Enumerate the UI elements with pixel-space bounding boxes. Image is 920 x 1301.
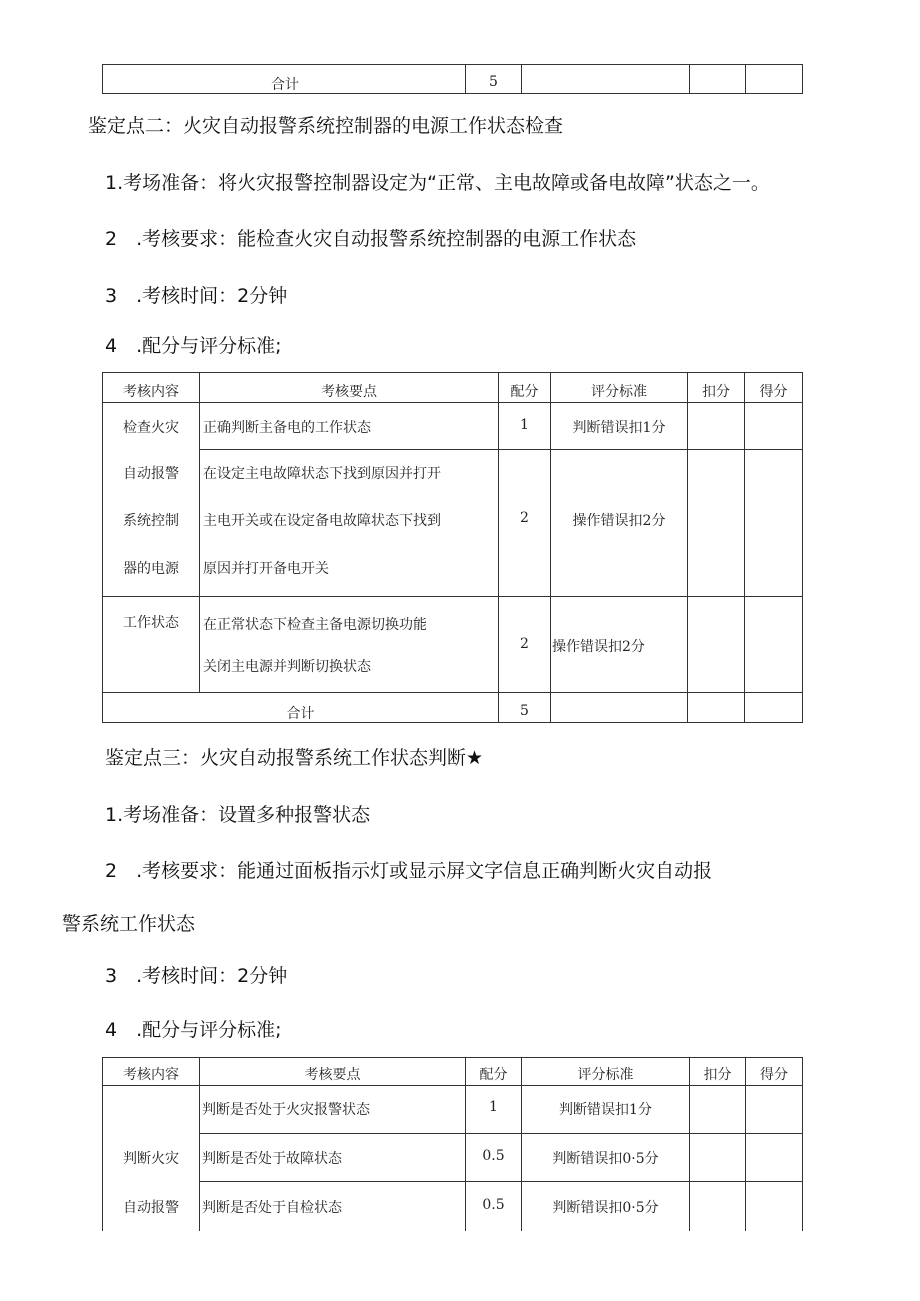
total-value: 5 bbox=[520, 703, 529, 719]
content-line: 自动报警 bbox=[123, 466, 179, 482]
point-text: 在设定主电故障状态下找到原因并打开 bbox=[203, 466, 441, 482]
point-text: 关闭主电源并判断切换状态 bbox=[203, 659, 371, 675]
header-earned: 得分 bbox=[759, 384, 788, 400]
criteria-text: 判断错误扣0·5分 bbox=[552, 1151, 659, 1167]
score-value: 1 bbox=[489, 1099, 498, 1115]
header-points: 考核要点 bbox=[321, 384, 377, 400]
section-3-item: 1.考场准备：设置多种报警状态 bbox=[105, 804, 371, 826]
total-label: 合计 bbox=[271, 77, 299, 93]
header-criteria: 评分标准 bbox=[591, 384, 647, 400]
content-line: 检查火灾 bbox=[123, 420, 179, 436]
score-value: 0.5 bbox=[482, 1197, 505, 1213]
section-2-item: 3 .考核时间：2分钟 bbox=[105, 285, 288, 307]
header-score: 配分 bbox=[510, 384, 539, 400]
section-2-item: 4 .配分与评分标准; bbox=[105, 335, 282, 357]
header-deduct: 扣分 bbox=[703, 1067, 732, 1083]
header-earned: 得分 bbox=[760, 1067, 788, 1083]
point-text: 判断是否处于故障状态 bbox=[202, 1151, 342, 1167]
criteria-text: 操作错误扣2分 bbox=[572, 513, 666, 529]
section-3-title: 鉴定点三：火灾自动报警系统工作状态判断★ bbox=[105, 747, 484, 769]
criteria-text: 判断错误扣0·5分 bbox=[552, 1200, 659, 1216]
point-text: 正确判断主备电的工作状态 bbox=[203, 420, 371, 436]
header-points: 考核要点 bbox=[304, 1067, 361, 1083]
content-line: 判断火灾 bbox=[123, 1151, 179, 1167]
point-text: 主电开关或在设定备电故障状态下找到 bbox=[203, 513, 441, 529]
header-deduct: 扣分 bbox=[702, 384, 730, 400]
section-2-title: 鉴定点二：火灾自动报警系统控制器的电源工作状态检查 bbox=[88, 115, 564, 137]
content-line: 系统控制 bbox=[123, 513, 179, 529]
score-value: 2 bbox=[520, 636, 529, 652]
criteria-text: 操作错误扣2分 bbox=[552, 639, 645, 655]
content-line: 自动报警 bbox=[123, 1200, 179, 1216]
section-3-item: 4 .配分与评分标准; bbox=[105, 1019, 282, 1041]
point-text: 判断是否处于自检状态 bbox=[202, 1200, 342, 1216]
content-line: 器的电源 bbox=[123, 561, 179, 577]
header-score: 配分 bbox=[479, 1067, 508, 1083]
total-label: 合计 bbox=[286, 706, 315, 722]
header-content: 考核内容 bbox=[123, 1067, 179, 1083]
content-line: 工作状态 bbox=[123, 615, 179, 631]
point-text: 在正常状态下检查主备电源切换功能 bbox=[203, 617, 427, 633]
score-value: 0.5 bbox=[482, 1148, 505, 1164]
score-value: 2 bbox=[520, 510, 529, 526]
section-2-item: 2 .考核要求：能检查火灾自动报警系统控制器的电源工作状态 bbox=[105, 228, 637, 250]
header-content: 考核内容 bbox=[123, 384, 179, 400]
section-2-item: 1.考场准备：将火灾报警控制器设定为“正常、主电故障或备电故障”状态之一。 bbox=[105, 172, 770, 194]
point-text: 判断是否处于火灾报警状态 bbox=[202, 1102, 370, 1118]
total-value: 5 bbox=[489, 74, 498, 90]
section-3-item: 2 .考核要求：能通过面板指示灯或显示屏文字信息正确判断火灾自动报 bbox=[105, 860, 713, 882]
section-3-item: 3 .考核时间：2分钟 bbox=[105, 965, 288, 987]
header-criteria: 评分标准 bbox=[577, 1067, 634, 1083]
criteria-text: 判断错误扣1分 bbox=[559, 1102, 652, 1118]
score-value: 1 bbox=[520, 417, 529, 433]
point-text: 原因并打开备电开关 bbox=[203, 561, 329, 577]
section-3-item: 警系统工作状态 bbox=[62, 913, 196, 935]
criteria-text: 判断错误扣1分 bbox=[572, 420, 666, 436]
